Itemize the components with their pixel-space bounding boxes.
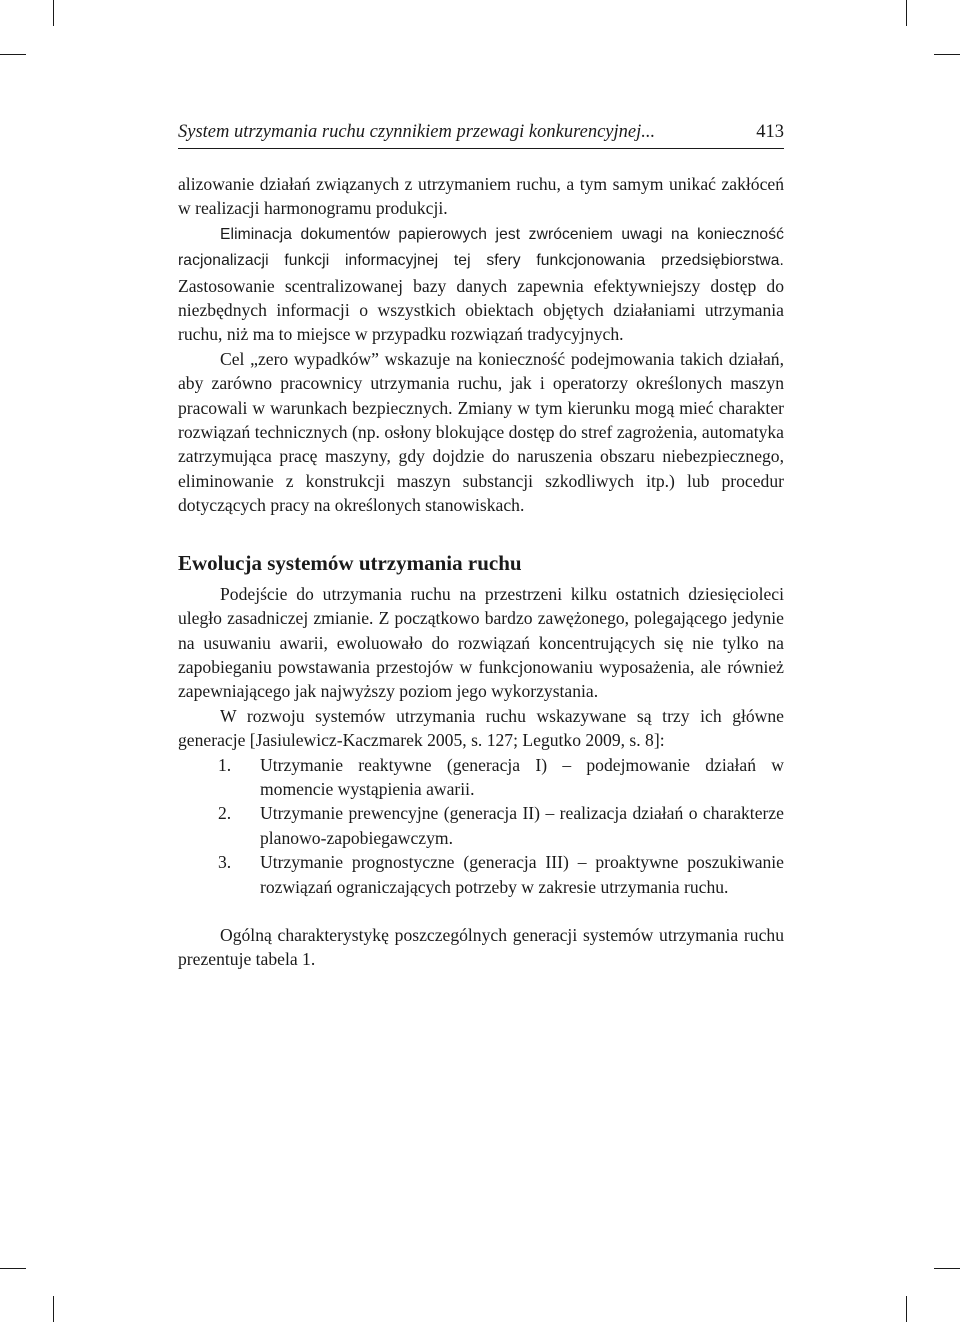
paragraph: Ogólną charakterystykę poszczególnych generacji systemów utrzymania ruchu prezentuje tabela 1. bbox=[178, 924, 784, 970]
list-number: 1. bbox=[218, 754, 232, 775]
list-item-text: Utrzymanie reaktywne (generacja I) – podejmowanie działań w momencie wystąpienia awarii. bbox=[260, 754, 784, 799]
list-number: 3. bbox=[218, 852, 232, 873]
crop-mark bbox=[0, 1268, 26, 1269]
list-item bbox=[178, 801, 784, 850]
list-item-text: Utrzymanie prognostyczne (generacja III) – proaktywne poszukiwanie rozwiązań ograniczających potrzeby w zakresie utrzymania ruchu. bbox=[260, 852, 784, 897]
paragraph-text: Zastosowanie scentralizowanej bazy danych zapewnia efektywniejszy dostęp do niezbędnych informacji o wszystkich obiektach objętych działaniami utrzymania ruchu, niż ma to miejsce w przypadku rozwiązań tradycyjnych. bbox=[178, 275, 784, 345]
paragraph: alizowanie działań związanych z utrzymaniem ruchu, a tym samym unikać zakłóceń w realizacji harmonogramu produkcji. bbox=[178, 174, 784, 219]
paragraph: W rozwoju systemów utrzymania ruchu wskazywane są trzy ich główne generacje [Jasiulewicz-Kaczmarek 2005, s. 127; Legutko 2009, s. 8]: bbox=[178, 705, 784, 751]
running-header-title: System utrzymania ruchu czynnikiem przewagi konkurencyjnej... bbox=[178, 122, 656, 142]
paragraph: Podejście do utrzymania ruchu na przestrzeni kilku ostatnich dziesięcioleci uległo zasadniczej zmianie. Z początkowo bardzo zawężonego, polegającego jedynie na usuwaniu awarii, ewoluowało do rozwiązań koncentrujących się nie tylko na zapobieganiu powstawania przestojów w funkcjonowaniu wyposażenia, ale również zapewniającego jak najwyższy poziom jego wykorzystania. bbox=[178, 583, 784, 702]
crop-mark bbox=[906, 0, 907, 26]
running-header bbox=[178, 122, 784, 149]
list-number: 2. bbox=[218, 803, 232, 824]
crop-mark bbox=[53, 1296, 54, 1322]
spacer bbox=[178, 899, 784, 923]
generations-list bbox=[178, 753, 784, 899]
list-item-text: Utrzymanie prewencyjne (generacja II) – realizacja działań o charakterze planowo-zapobiegawczym. bbox=[260, 803, 784, 848]
list-item bbox=[178, 850, 784, 899]
page-number: 413 bbox=[756, 122, 784, 142]
crop-mark bbox=[934, 54, 960, 55]
paragraph: Cel „zero wypadków” wskazuje na konieczność podejmowania takich działań, aby zarówno pracownicy utrzymania ruchu, jak i operatorzy określonych maszyn pracowali w warunkach bezpiecznych. Zmiany w tym kierunku mogą mieć charakter rozwiązań technicznych (np. osłony blokujące dostęp do stref zagrożenia, automatyka zatrzymująca pracę maszyny, gdy dojdzie do naruszenia obszaru niebezpiecznego, eliminowanie z konstrukcji maszyn substancji szkodliwych itp.) lub procedur dotyczących pracy na określonych stanowiskach. bbox=[178, 348, 784, 516]
crop-mark bbox=[0, 54, 26, 55]
page-body bbox=[178, 172, 784, 972]
paragraph-text: Eliminacja dokumentów papierowych jest zwróceniem uwagi na konieczność racjonalizacji funkcji informacyjnej tej sfery funkcjonowania przedsiębiorstwa. bbox=[178, 225, 784, 270]
list-item bbox=[178, 753, 784, 802]
crop-mark bbox=[53, 0, 54, 26]
section-heading: Ewolucja systemów utrzymania ruchu bbox=[178, 550, 522, 575]
crop-mark bbox=[906, 1296, 907, 1322]
paragraph bbox=[178, 221, 784, 347]
crop-mark bbox=[934, 1268, 960, 1269]
